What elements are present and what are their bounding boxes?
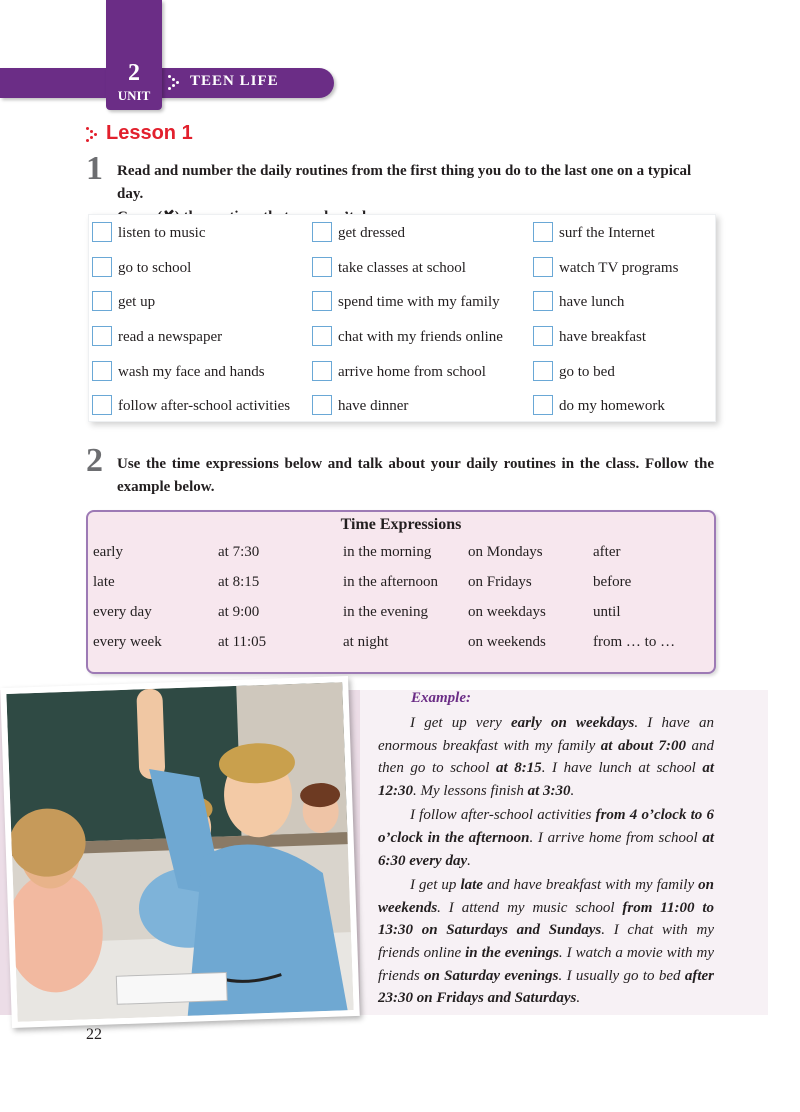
example-highlight: at 8:15: [495, 760, 542, 777]
routine-item: [533, 256, 678, 280]
routine-item: [312, 256, 466, 280]
time-expression: at 8:15: [218, 574, 260, 590]
time-expression: after: [593, 544, 621, 560]
time-expression: from … to …: [593, 634, 676, 650]
example-highlight: in the evenings: [465, 944, 559, 961]
routine-item: [312, 221, 405, 245]
example-highlight: early on weekdays: [510, 715, 635, 731]
example-text-segment: . I have lunch at school: [541, 760, 703, 777]
example-text-segment: and have breakfast with my family: [482, 877, 699, 894]
time-expression: on weekends: [468, 634, 546, 650]
routine-label: arrive home from school: [338, 364, 486, 380]
routine-checkbox[interactable]: [312, 361, 332, 381]
routine-item: [533, 221, 655, 245]
example-highlight: at 6:30 every day: [378, 829, 714, 869]
time-expression: until: [593, 604, 621, 620]
routine-item: [533, 290, 624, 314]
time-expression: early: [93, 544, 123, 560]
routine-label: follow after-school activities: [118, 398, 291, 414]
unit-title-text: TEEN LIFE: [190, 73, 279, 89]
example-highlight: from 4 o’clock to 6 o’clock in the afternoon: [378, 807, 714, 846]
lesson-title: [86, 122, 193, 145]
example-paragraph-2: [378, 804, 714, 872]
time-expression: on Fridays: [468, 574, 532, 590]
routine-item: [312, 290, 500, 314]
example-text-segment: I get up very: [410, 715, 511, 731]
routine-label: wash my face and hands: [118, 364, 265, 380]
example-text-segment: . I attend my music school: [437, 899, 623, 916]
classroom-photo: [0, 676, 360, 1028]
example-text-segment: . I watch a movie with my friends: [378, 944, 714, 984]
example-highlight: at 12:30: [378, 760, 715, 799]
exercise-2-instruction: [117, 453, 714, 499]
unit-banner: [0, 68, 334, 98]
time-expression: at night: [343, 634, 389, 650]
example-text-segment: .: [576, 990, 581, 1007]
routine-label: read a newspaper: [118, 329, 223, 345]
routine-label: go to school: [118, 260, 192, 276]
example-text-segment: I get up: [410, 877, 461, 894]
routine-label: get up: [118, 294, 156, 310]
routine-label: take classes at school: [338, 260, 466, 276]
page-number: 22: [86, 1026, 102, 1043]
unit-title: [168, 73, 279, 90]
example-highlight: at 3:30: [527, 782, 571, 799]
routine-checkbox[interactable]: [533, 291, 553, 311]
example-highlight: on weekends: [378, 877, 714, 916]
triangle-dots-icon: [86, 127, 98, 141]
routine-label: go to bed: [559, 364, 615, 380]
exercise-2-instruction-line-1: Use the time expressions below and talk about your daily routines in the class. Follow the: [117, 456, 714, 472]
example-paragraph-3: [378, 874, 714, 1010]
time-expression: on weekdays: [468, 604, 546, 620]
example-label: Example:: [411, 690, 471, 706]
time-expression: at 7:30: [218, 544, 260, 560]
routine-checkbox[interactable]: [312, 291, 332, 311]
unit-label: UNIT: [117, 88, 151, 103]
time-expression: in the evening: [343, 604, 428, 620]
routine-label: listen to music: [118, 225, 206, 241]
routine-label: do my homework: [559, 398, 665, 414]
example-text: [378, 712, 714, 1012]
unit-tab: [106, 0, 162, 110]
routine-item: [92, 221, 206, 245]
routine-checkbox[interactable]: [312, 257, 332, 277]
exercise-2-number: 2: [86, 442, 103, 479]
routine-label: have dinner: [338, 398, 409, 414]
triangle-dots-icon: [168, 75, 180, 89]
routine-checkbox[interactable]: [92, 326, 112, 346]
routine-item: [533, 360, 615, 384]
example-text-segment: . I have an enormous breakfast with my family: [378, 715, 714, 754]
routine-item: [312, 325, 503, 349]
example-highlight: late: [460, 877, 483, 894]
exercise-1-number: 1: [86, 150, 103, 187]
exercise-1-instruction-line-1: Read and number the daily routines from the first thing you do to the last one on a typical day.: [117, 163, 692, 202]
routine-checkbox[interactable]: [533, 326, 553, 346]
routine-label: have lunch: [559, 294, 625, 310]
lesson-title-text: Lesson 1: [106, 122, 193, 144]
routine-item: [92, 290, 155, 314]
example-text-segment: I follow after-school activities: [410, 807, 596, 824]
example-paragraph-1: [378, 712, 714, 802]
example-highlight: on Saturday evenings: [424, 967, 559, 984]
time-expressions-box: [86, 510, 716, 674]
example-highlight: at about 7:00: [600, 737, 686, 754]
routine-checkbox[interactable]: [533, 222, 553, 242]
routine-item: [92, 256, 191, 280]
routine-label: spend time with my family: [338, 294, 500, 310]
routines-box: [88, 214, 716, 422]
example-text-segment: . I chat with my friends online: [378, 922, 715, 961]
routine-label: watch TV programs: [559, 260, 679, 276]
routine-checkbox[interactable]: [92, 395, 112, 415]
routine-item: [533, 325, 646, 349]
routine-checkbox[interactable]: [92, 361, 112, 381]
routine-label: get dressed: [338, 225, 406, 241]
exercise-2-instruction-line-2: example below.: [117, 479, 215, 495]
example-text-segment: . I arrive home from school: [529, 829, 703, 846]
routine-item: [312, 360, 486, 384]
time-expressions-title: Time Expressions: [340, 516, 462, 533]
routine-label: have breakfast: [559, 329, 647, 345]
routine-label: chat with my friends online: [338, 329, 503, 345]
routine-item: [92, 360, 265, 384]
time-expression: in the afternoon: [343, 574, 438, 590]
example-text-segment: . My lessons finish: [413, 782, 528, 799]
time-expression: at 9:00: [218, 604, 260, 620]
routine-label: surf the Internet: [559, 225, 655, 241]
example-text-segment: .: [467, 852, 471, 869]
routine-item: [312, 394, 408, 418]
routine-checkbox[interactable]: [92, 257, 112, 277]
time-expression: late: [93, 574, 115, 590]
routine-checkbox[interactable]: [533, 395, 553, 415]
time-expression: in the morning: [343, 544, 432, 560]
routine-checkbox[interactable]: [92, 222, 112, 242]
example-text-segment: .: [570, 782, 575, 799]
time-expression: every day: [93, 604, 152, 620]
routine-item: [92, 325, 222, 349]
routine-item: [92, 394, 290, 418]
time-expression: on Mondays: [468, 544, 543, 560]
example-highlight: after 23:30 on Fridays and Saturdays: [378, 967, 714, 1007]
example-text-segment: and then go to school: [378, 737, 714, 777]
routine-checkbox[interactable]: [312, 326, 332, 346]
routine-checkbox[interactable]: [312, 395, 332, 415]
example-text-segment: . I usually go to bed: [558, 967, 685, 984]
routine-checkbox[interactable]: [92, 291, 112, 311]
example-highlight: from 11:00 to 13:30 on Saturdays and Sundays: [378, 899, 714, 939]
time-expression: before: [593, 574, 632, 590]
time-expression: at 11:05: [218, 634, 267, 650]
routine-checkbox[interactable]: [533, 257, 553, 277]
routine-checkbox[interactable]: [312, 222, 332, 242]
routine-checkbox[interactable]: [533, 361, 553, 381]
unit-number: 2: [128, 60, 140, 86]
time-expression: every week: [93, 634, 162, 650]
routine-item: [533, 394, 665, 418]
